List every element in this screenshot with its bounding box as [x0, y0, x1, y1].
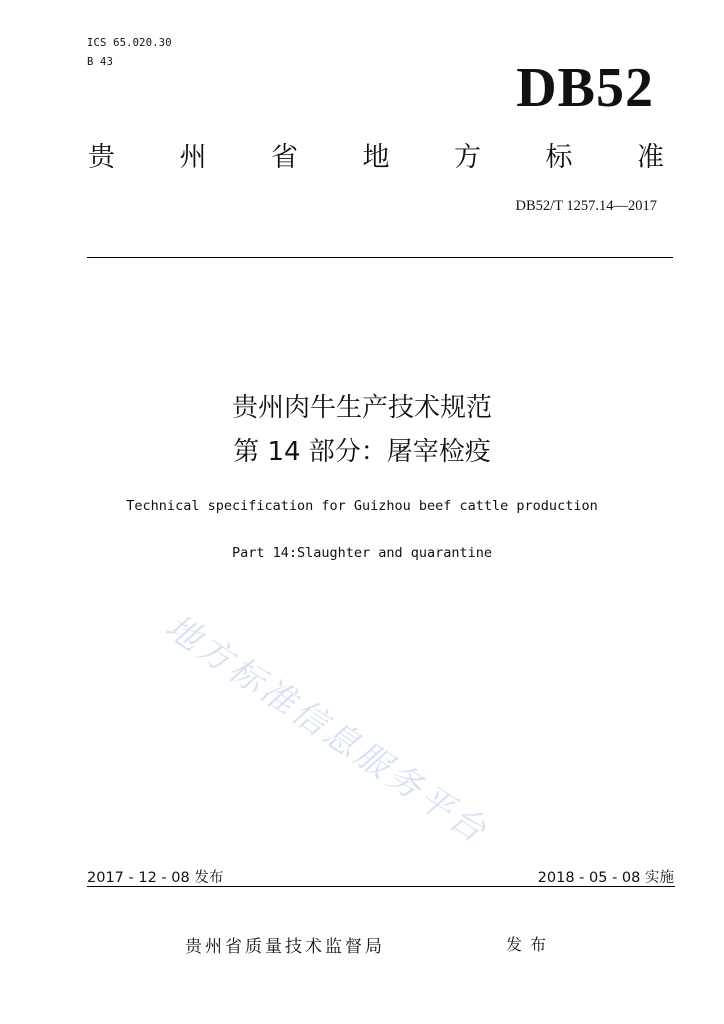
- part-title-english: Part 14:Slaughter and quarantine: [231, 545, 493, 561]
- part-title-chinese: 第 14 部分：屠宰检疫: [233, 437, 491, 467]
- title-chinese: 贵州肉牛生产技术规范: [231, 393, 492, 423]
- standard-number: DB52/T 1257.14—2017: [515, 198, 657, 214]
- standard-type-char: 贵: [88, 142, 115, 173]
- db-code-logo: DB52: [516, 57, 654, 119]
- standard-type-char: 标: [545, 142, 573, 173]
- implementation-date: 2018 - 05 - 08 实施: [537, 870, 674, 886]
- issue-date: 2017 - 12 - 08 发布: [87, 870, 224, 886]
- standard-type-char: 准: [637, 142, 664, 173]
- ics-code: ICS 65.020.30: [87, 37, 172, 49]
- footer-divider: [87, 886, 675, 887]
- watermark: 地方标准信息服务平台: [158, 606, 496, 853]
- standard-type-char: 方: [454, 142, 481, 173]
- issuing-authority: 贵州省质量技术监督局: [185, 937, 385, 957]
- standard-type-char: 省: [271, 142, 298, 173]
- classification-code: B 43: [87, 56, 114, 68]
- standard-type-char: 地: [362, 142, 390, 173]
- standard-type-heading: [88, 138, 664, 178]
- header-divider: [87, 257, 673, 258]
- issue-label: 发布: [506, 935, 555, 954]
- standard-type-char: 州: [179, 142, 207, 173]
- title-english: Technical specification for Guizhou beef cattle production: [126, 498, 598, 514]
